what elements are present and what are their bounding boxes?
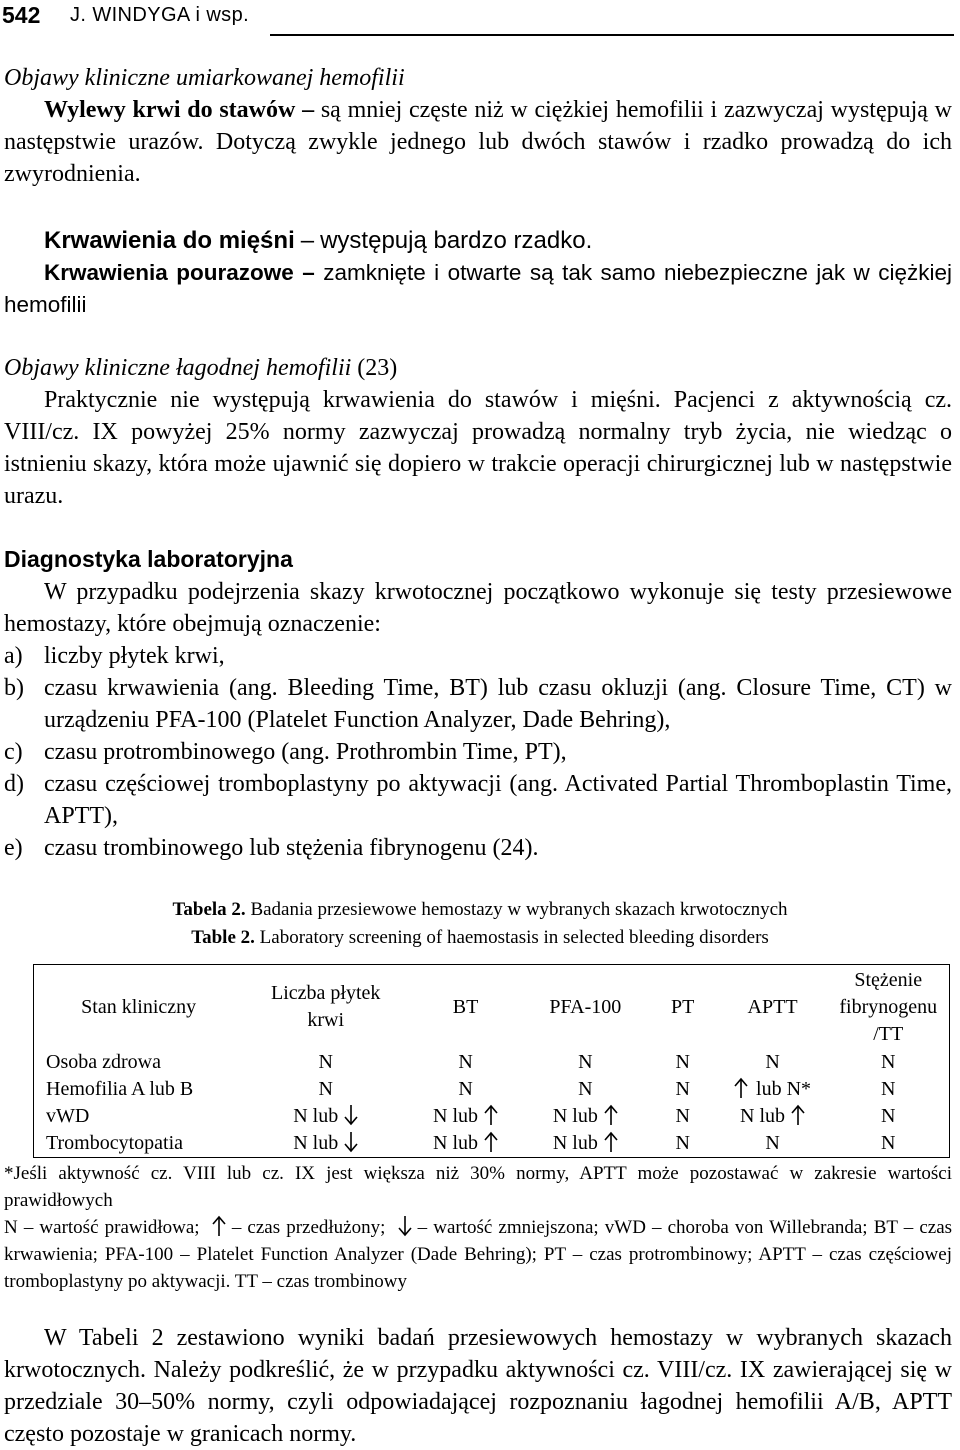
muscle-label: Krwawienia do mięśni <box>44 227 295 254</box>
table-cell <box>718 1130 828 1158</box>
table-cell <box>648 1049 718 1076</box>
caption-en-text: Laboratory screening of haemostasis in selected bleeding disorders <box>259 927 769 948</box>
mild-heading-line <box>4 352 952 384</box>
closing-paragraph: W Tabeli 2 zestawiono wyniki badań przesiewowych hemostazy w wybranych skazach krwotocznych. Należy podkreślić, że w przypadku aktywności cz. VIII/cz. IX zawierającej się w przedziale 30–50% normy, czyli odpowiadającej rozpoznaniu łagodnej hemofilii A/B, APTT często pozostaje w granicach normy. <box>4 1325 952 1447</box>
list-text: czasu trombinowego lub stężenia fibrynogenu (24). <box>44 835 539 861</box>
joints-dash: – <box>302 97 315 123</box>
cell-text: N <box>765 1051 780 1073</box>
cell-text: N <box>318 1051 333 1073</box>
header-bt: BT <box>452 995 479 1018</box>
diagnostics-list <box>4 640 952 864</box>
moderate-joints-paragraph <box>4 94 952 190</box>
arrow-down-icon <box>344 1131 358 1153</box>
joints-label: Wylewy krwi do stawów <box>44 97 296 123</box>
cell-text: N <box>675 1051 690 1073</box>
arrow-up-icon <box>212 1215 226 1237</box>
list-marker: e) <box>4 835 23 861</box>
cell-text: N <box>458 1051 473 1073</box>
table-cell <box>828 1130 950 1158</box>
arrow-up-icon <box>484 1104 498 1126</box>
table-header-row <box>34 965 950 1050</box>
cell-text: N <box>675 1105 690 1127</box>
table-row <box>34 1049 950 1076</box>
header-fibrinogen-text: Stężenie fibrynogenu /TT <box>839 968 938 1045</box>
cell-text: N <box>578 1078 593 1100</box>
mild-paragraph: Praktycznie nie występują krwawienia do stawów i mięśni. Pacjenci z aktywnością cz. VIII/cz. IX powyżej 25% normy zazwyczaj prowadzą normalny tryb życia, nie wiedząc o istnieniu skazy, która może ujawnić się dopiero w trakcie operacji chirurgicznej lub w następstwie urazu. <box>4 387 952 509</box>
cell-text: N lub <box>293 1105 339 1127</box>
joints-text: są mniej częste niż w ciężkiej hemofilii i zazwyczaj występują w następstwie urazów. Dotyczą zwykle jednego lub dwóch stawów i rzadko prowadzą do ich zwyrodnienia. <box>4 97 953 187</box>
running-header <box>0 0 960 34</box>
list-item <box>4 640 952 672</box>
list-marker: b) <box>4 675 24 701</box>
mild-heading: Objawy kliniczne łagodnej hemofilii <box>4 355 352 381</box>
cell-text: N <box>675 1132 690 1154</box>
list-item <box>4 672 952 736</box>
arrow-up-icon <box>604 1131 618 1153</box>
caption-pl-text: Badania przesiewowe hemostazy w wybranych skazach krwotocznych <box>250 899 788 920</box>
cell-text: N lub <box>552 1105 598 1127</box>
table-cell <box>523 1076 648 1103</box>
header-pfa: PFA-100 <box>549 995 622 1018</box>
table-caption-pl <box>0 896 960 924</box>
table-row <box>34 1103 950 1130</box>
table-cell <box>648 1103 718 1130</box>
muscle-dash: – <box>300 227 315 254</box>
arrow-up-icon <box>484 1131 498 1153</box>
table-cell <box>408 1076 523 1103</box>
moderate-muscle-paragraph <box>4 225 952 257</box>
table-cell <box>828 1049 950 1076</box>
header-aptt: APTT <box>747 995 798 1018</box>
running-authors: J. WINDYGA i wsp. <box>70 4 250 26</box>
trauma-text: zamknięte i otwarte są tak samo niebezpieczne jak w ciężkiej hemofilii <box>4 260 952 317</box>
page-number: 542 <box>2 2 41 28</box>
cell-text: N lub <box>552 1132 598 1154</box>
cell-text: Trombocytopatia <box>46 1132 184 1154</box>
table-cell <box>523 1103 648 1130</box>
arrow-up-icon <box>734 1077 748 1099</box>
cell-text: N <box>318 1078 333 1100</box>
table-cell <box>718 1049 828 1076</box>
arrow-down-icon <box>398 1215 412 1237</box>
table-cell <box>648 1130 718 1158</box>
trauma-dash: – <box>302 260 315 285</box>
trauma-label: Krwawienia pourazowe <box>44 260 294 285</box>
table-row <box>34 1130 950 1158</box>
table-cell <box>718 1076 828 1103</box>
list-item <box>4 832 952 864</box>
cell-text: N <box>675 1078 690 1100</box>
table-cell <box>408 1130 523 1158</box>
cell-text: N lub <box>433 1132 479 1154</box>
list-marker: c) <box>4 739 23 765</box>
header-platelets-text: Liczba płytek krwi <box>271 982 381 1031</box>
table-body <box>34 1049 950 1158</box>
table-cell <box>408 1049 523 1076</box>
table-cell <box>718 1103 828 1130</box>
cell-text: N lub <box>433 1105 479 1127</box>
caption-en-label: Table 2. <box>191 927 255 948</box>
table-cell <box>408 1103 523 1130</box>
arrow-up-icon <box>791 1104 805 1126</box>
legend-normal: N – wartość prawidłowa; <box>4 1217 200 1238</box>
header-pt: PT <box>671 995 695 1018</box>
row-label-cell <box>34 1103 244 1130</box>
table-caption-en <box>0 924 960 952</box>
table-legend <box>4 1214 952 1295</box>
cell-text: Osoba zdrowa <box>46 1051 161 1073</box>
table-cell <box>523 1130 648 1158</box>
arrow-up-icon <box>604 1104 618 1126</box>
mild-ref: (23) <box>357 355 398 381</box>
arrow-down-icon <box>344 1104 358 1126</box>
table-cell <box>828 1076 950 1103</box>
table-cell <box>523 1049 648 1076</box>
table-row <box>34 1076 950 1103</box>
list-text: czasu protrombinowego (ang. Prothrombin Time, PT), <box>44 739 567 765</box>
header-fibrinogen <box>828 965 950 1050</box>
cell-text: lub N* <box>756 1078 812 1100</box>
diagnostics-intro: W przypadku podejrzenia skazy krwotocznej początkowo wykonuje się testy przesiewowe hemostazy, które obejmują oznaczenie: <box>4 579 952 637</box>
list-marker: d) <box>4 771 24 797</box>
list-item <box>4 736 952 768</box>
header-platelets <box>243 965 408 1050</box>
cell-text: N <box>881 1105 896 1127</box>
cell-text: N lub <box>293 1132 339 1154</box>
list-text: czasu częściowej tromboplastyny po aktywacji (ang. Activated Partial Thromboplastin Time, APTT), <box>44 771 952 829</box>
header-rule <box>270 34 954 36</box>
list-text: czasu krwawienia (ang. Bleeding Time, BT) lub czasu okluzji (ang. Closure Time, CT) w urządzeniu PFA-100 (Platelet Function Analyzer, Dade Behring), <box>44 675 952 733</box>
table-cell <box>828 1103 950 1130</box>
diagnostics-heading: Diagnostyka laboratoryjna <box>4 546 293 572</box>
legend-down: – wartość zmniejszona; vWD – choroba von Willebranda; BT – czas krwawienia; PFA-100 – Platelet Function Analyzer (Dade Behring); PT – czas protrombinowy; APTT – czas częściowej tromboplastyny po aktywacji. TT – czas trombinowy <box>4 1217 953 1292</box>
list-marker: a) <box>4 643 23 669</box>
muscle-text: występują bardzo rzadko. <box>320 227 593 254</box>
table-cell <box>243 1103 408 1130</box>
table-cell <box>243 1076 408 1103</box>
table-cell <box>243 1049 408 1076</box>
cell-text: vWD <box>46 1105 90 1127</box>
moderate-trauma-paragraph <box>4 257 952 321</box>
cell-text: N <box>458 1078 473 1100</box>
header-condition: Stan kliniczny <box>81 995 197 1018</box>
list-text: liczby płytek krwi, <box>44 643 225 669</box>
legend-up: – czas przedłużony; <box>231 1217 386 1238</box>
cell-text: N lub <box>740 1105 786 1127</box>
row-label-cell <box>34 1049 244 1076</box>
cell-text: N <box>881 1051 896 1073</box>
screening-table <box>33 964 950 1158</box>
caption-pl-label: Tabela 2. <box>172 899 246 920</box>
row-label-cell <box>34 1130 244 1158</box>
cell-text: Hemofilia A lub B <box>46 1078 194 1100</box>
table-footnote: *Jeśli aktywność cz. VIII lub cz. IX jest większa niż 30% normy, APTT może pozostawać w zakresie wartości prawidłowych <box>4 1163 952 1211</box>
moderate-heading: Objawy kliniczne umiarkowanej hemofilii <box>4 65 405 91</box>
list-item <box>4 768 952 832</box>
row-label-cell <box>34 1076 244 1103</box>
cell-text: N <box>881 1132 896 1154</box>
cell-text: N <box>578 1051 593 1073</box>
cell-text: N <box>881 1078 896 1100</box>
table-cell <box>648 1076 718 1103</box>
table-cell <box>243 1130 408 1158</box>
cell-text: N <box>765 1132 780 1154</box>
